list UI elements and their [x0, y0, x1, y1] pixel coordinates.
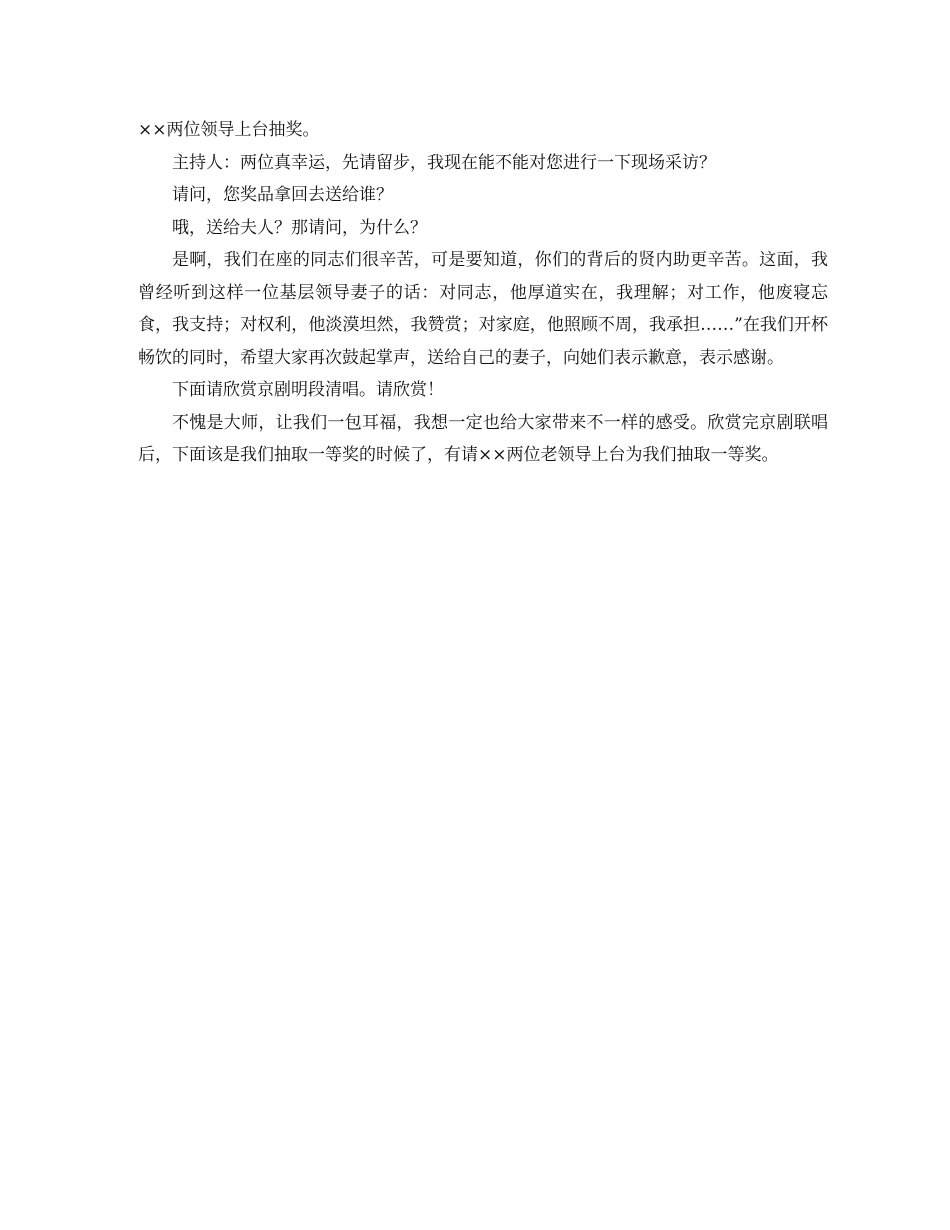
paragraph-host-question: 主持人：两位真幸运，先请留步，我现在能不能对您进行一下现场采访？	[172, 152, 716, 173]
paragraph-lottery-intro: ××两位领导上台抽奖。	[138, 120, 320, 140]
paragraph-prize-recipient: 请问，您奖品拿回去送给谁？	[172, 185, 393, 205]
paragraph-opera-intro: 下面请欣赏京剧明段清唱。请欣赏！	[172, 380, 444, 400]
document-body	[138, 114, 828, 472]
paragraph-first-prize: 不愧是大师，让我们一包耳福，我想一定也给大家带来不一样的感受。欣赏完京剧联唱后，下面该是我们抽取一等奖的时候了，有请××两位老领导上台为我们抽取一等奖。	[138, 412, 828, 465]
paragraph-wife-reason: 哦，送给夫人？那请问，为什么？	[172, 217, 427, 238]
paragraph-thanks-wives: 是啊，我们在座的同志们很辛苦，可是要知道，你们的背后的贤内助更辛苦。这面，我曾经听到这样一位基层领导妻子的话：对同志，他厚道实在，我理解；对工作，他废寝忘食，我支持；对权利，他淡漠坦然，我赞赏；对家庭，他照顾不周，我承担……”在我们开杯畅饮的同时，希望大家再次鼓起掌声，送给自己的妻子，向她们表示歉意，表示感谢。	[138, 250, 828, 368]
